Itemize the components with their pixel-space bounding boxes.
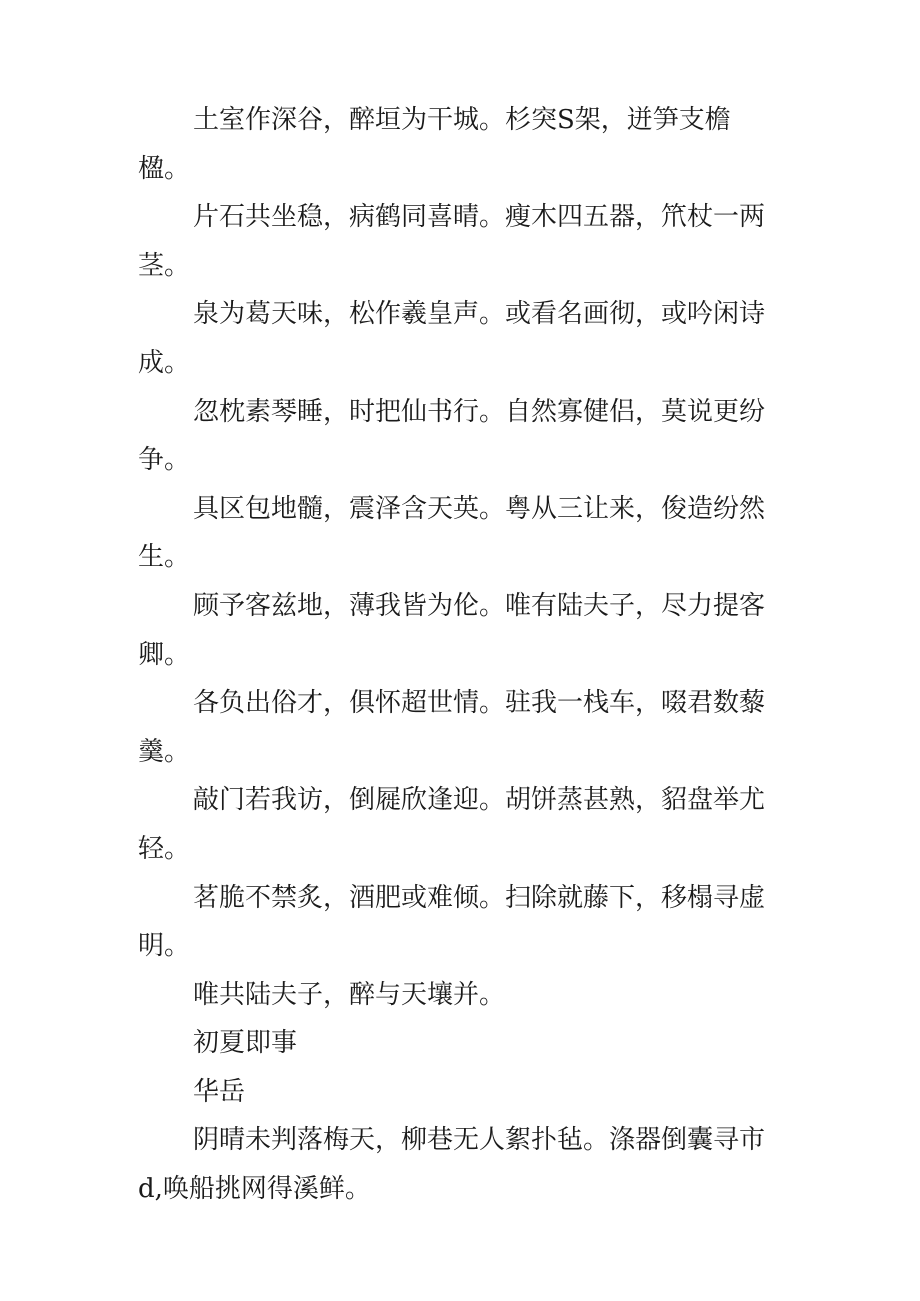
paragraph-7: 各负出俗才，俱怀超世情。驻我一栈车，啜君数藜羹。 — [138, 688, 766, 767]
paragraph-9: 茗脆不禁炙，酒肥或难倾。扫除就藤下，移榻寻虚明。 — [138, 882, 766, 962]
paragraph-10: 唯共陆夫子，醉与天壤并。 — [193, 979, 506, 1010]
paragraph-13: 阴晴未判落梅天，柳巷无人絮扑毡。涤器倒囊寻市d,唤船挑网得溪鲜。 — [138, 1125, 766, 1205]
paragraph-1: 土室作深谷，醉垣为干城。杉突S架，迸笋支檐楹。 — [138, 105, 731, 184]
poem-author: 华岳 — [193, 1076, 246, 1107]
poem-title: 初夏即事 — [193, 1028, 298, 1059]
paragraph-2: 片石共坐稳，病鹤同喜晴。瘦木四五器，笊杖一两茎。 — [138, 202, 766, 281]
paragraph-5: 具区包地髓，震泽含天英。粤从三让来，俊造纷然生。 — [138, 493, 766, 573]
paragraph-4: 忽枕素琴睡，时把仙书行。自然寡健侣，莫说更纷争。 — [138, 396, 766, 476]
paragraph-8: 敲门若我访，倒屣欣逢迎。胡饼蒸甚熟，貂盘举尤轻。 — [138, 785, 766, 864]
document-body — [138, 96, 778, 1214]
paragraph-6: 顾予客兹地，薄我皆为伦。唯有陆夫子，尽力提客卿。 — [138, 590, 766, 670]
paragraph-3: 泉为葛天味，松作羲皇声。或看名画彻，或吟闲诗成。 — [138, 299, 766, 378]
